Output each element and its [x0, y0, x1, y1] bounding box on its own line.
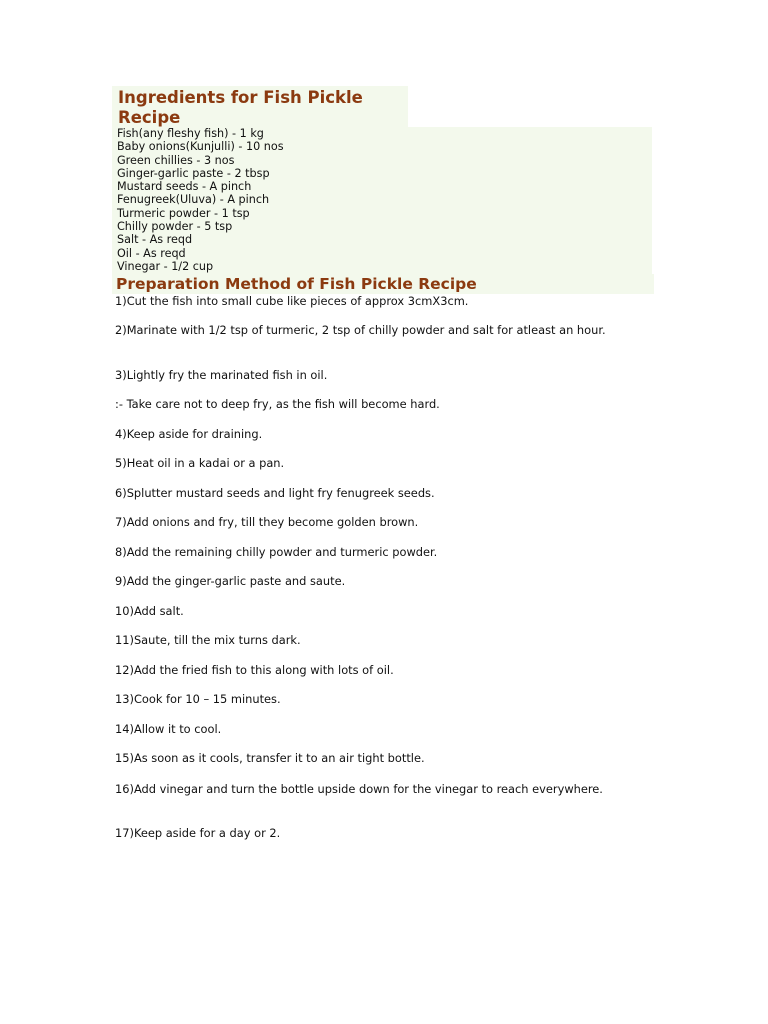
preparation-step: 10)Add salt. — [115, 604, 184, 618]
ingredients-heading: Ingredients for Fish Pickle Recipe — [118, 88, 363, 127]
preparation-step: 7)Add onions and fry, till they become golden brown. — [115, 515, 419, 529]
preparation-heading: Preparation Method of Fish Pickle Recipe — [116, 275, 477, 293]
ingredient-item: Fish(any fleshy fish) - 1 kg — [117, 127, 264, 140]
preparation-step: 2)Marinate with 1/2 tsp of turmeric, 2 tsp of chilly powder and salt for atleast an hour. — [115, 323, 606, 337]
preparation-step: 13)Cook for 10 – 15 minutes. — [115, 692, 281, 706]
ingredient-item: Chilly powder - 5 tsp — [117, 220, 233, 234]
preparation-step: 15)As soon as it cools, transfer it to an air tight bottle. — [115, 751, 425, 765]
preparation-step: 3)Lightly fry the marinated fish in oil. — [115, 368, 328, 382]
preparation-step: 5)Heat oil in a kadai or a pan. — [115, 456, 285, 470]
ingredient-item: Vinegar - 1/2 cup — [117, 259, 214, 273]
preparation-step: 9)Add the ginger-garlic paste and saute. — [115, 574, 346, 588]
ingredient-item: Fenugreek(Uluva) - A pinch — [117, 193, 270, 207]
ingredient-item: Turmeric powder - 1 tsp — [117, 206, 250, 220]
preparation-note: :- Take care not to deep fry, as the fish will become hard. — [115, 397, 440, 411]
preparation-step: 11)Saute, till the mix turns dark. — [115, 633, 301, 647]
preparation-step: 6)Splutter mustard seeds and light fry fenugreek seeds. — [115, 486, 435, 500]
ingredient-item: Mustard seeds - A pinch — [117, 180, 252, 194]
ingredient-item: Green chillies - 3 nos — [117, 153, 235, 167]
preparation-step: 12)Add the fried fish to this along with lots of oil. — [115, 663, 394, 677]
preparation-step: 1)Cut the fish into small cube like pieces of approx 3cmX3cm. — [115, 294, 469, 308]
preparation-step: 14)Allow it to cool. — [115, 722, 222, 736]
preparation-step: 16)Add vinegar and turn the bottle upside down for the vinegar to reach everywhere. — [115, 782, 603, 796]
ingredient-item: Baby onions(Kunjulli) - 10 nos — [117, 140, 284, 154]
preparation-step: 17)Keep aside for a day or 2. — [115, 826, 281, 840]
preparation-step: 8)Add the remaining chilly powder and turmeric powder. — [115, 545, 438, 559]
ingredient-item: Oil - As reqd — [117, 246, 186, 260]
ingredient-item: Ginger-garlic paste - 2 tbsp — [117, 166, 270, 180]
preparation-step: 4)Keep aside for draining. — [115, 427, 263, 441]
ingredient-item: Salt - As reqd — [117, 233, 193, 247]
ingredients-list — [117, 127, 284, 273]
